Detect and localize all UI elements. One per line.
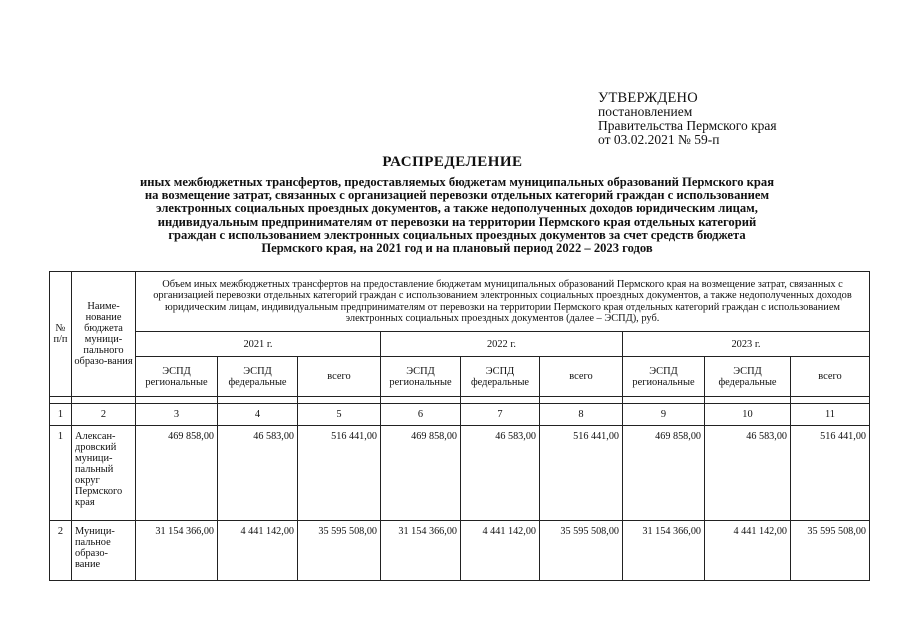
subtitle-line: Пермского края, на 2021 год и на плановый период 2022 – 2023 годов [261,241,653,256]
subcol-regional: ЭСПД региональные [136,357,218,397]
document-title: РАСПРЕДЕЛЕНИЕ [382,154,523,170]
value-cell: 469 858,00 [381,426,461,521]
column-number: 7 [461,404,540,426]
column-number: 4 [218,404,298,426]
subcol-total: всего [298,357,381,397]
value-cell: 46 583,00 [705,426,791,521]
subheader-row [50,357,870,397]
column-number: 2 [72,404,136,426]
value-cell: 46 583,00 [461,426,540,521]
subcol-federal: ЭСПД федеральные [461,357,540,397]
column-number: 1 [50,404,72,426]
column-number: 3 [136,404,218,426]
column-number: 8 [540,404,623,426]
approval-line-2: Правительства Пермского края [598,118,777,133]
subtitle-line: индивидуальным предпринимателям от перевозки на территории Пермского края отдельных категорий [157,214,757,229]
value-cell: 516 441,00 [540,426,623,521]
header-description: Объем иных межбюджетных трансфертов на предоставление бюджетам муниципальных образований Пермского края на возмещение затрат, связанных с организацией перевозки отдельных категорий граждан с использованием электронных социальных проездных документов, а также недополученных доходов юридическим лицам, индивидуальным предпринимателям от перевозки на территории Пермского края отдельных категорий граждан с использованием электронных социальных проездных документов (далее – ЭСПД), руб. [136,272,870,332]
column-number: 11 [791,404,870,426]
subcol-federal: ЭСПД федеральные [218,357,298,397]
year-2022: 2022 г. [381,332,623,357]
value-cell: 4 441 142,00 [218,521,298,581]
value-cell: 31 154 366,00 [136,521,218,581]
header-municipality: Наиме-нование бюджета муници-пального образо-вания [72,272,136,397]
header-row [50,272,870,332]
row-number: 2 [50,521,72,581]
approval-heading: УТВЕРЖДЕНО [598,90,698,106]
approval-line-3: от 03.02.2021 № 59-п [598,132,720,147]
subtitle-line: электронных социальных проездных документов, а также недополученных доходов юридическим лицам, [156,201,758,216]
header-number: № п/п [50,272,72,397]
subcol-total: всего [791,357,870,397]
subtitle-line: иных межбюджетных трансфертов, предоставляемых бюджетам муниципальных образований Пермского края [139,175,775,189]
value-cell: 31 154 366,00 [381,521,461,581]
subcol-regional: ЭСПД региональные [381,357,461,397]
value-cell: 4 441 142,00 [705,521,791,581]
document-subtitle [62,176,852,255]
column-number: 6 [381,404,461,426]
value-cell: 35 595 508,00 [540,521,623,581]
municipality-name: Алексан-дровский муници-пальный округ Пермского края [72,426,136,521]
approval-line-1: постановлением [598,104,693,119]
table-row [50,426,870,521]
subtitle-line: граждан с использованием электронных социальных проездных документов за счет средств бюджета [168,227,746,242]
distribution-table [49,271,870,581]
value-cell: 46 583,00 [218,426,298,521]
row-number: 1 [50,426,72,521]
table-row [50,521,870,581]
municipality-name: Муници-пальное образо-вание [72,521,136,581]
value-cell: 35 595 508,00 [791,521,870,581]
subtitle-line: на возмещение затрат, связанных с организацией перевозки отдельных категорий граждан с использованием [144,188,770,203]
gap-row [50,397,870,404]
year-row [50,332,870,357]
value-cell: 516 441,00 [791,426,870,521]
value-cell: 4 441 142,00 [461,521,540,581]
year-2021: 2021 г. [136,332,381,357]
subcol-total: всего [540,357,623,397]
approval-stamp [598,91,777,147]
column-number-row [50,404,870,426]
value-cell: 35 595 508,00 [298,521,381,581]
subcol-federal: ЭСПД федеральные [705,357,791,397]
column-number: 9 [623,404,705,426]
column-number: 5 [298,404,381,426]
column-number: 10 [705,404,791,426]
subcol-regional: ЭСПД региональные [623,357,705,397]
value-cell: 469 858,00 [136,426,218,521]
value-cell: 31 154 366,00 [623,521,705,581]
value-cell: 516 441,00 [298,426,381,521]
value-cell: 469 858,00 [623,426,705,521]
year-2023: 2023 г. [623,332,870,357]
